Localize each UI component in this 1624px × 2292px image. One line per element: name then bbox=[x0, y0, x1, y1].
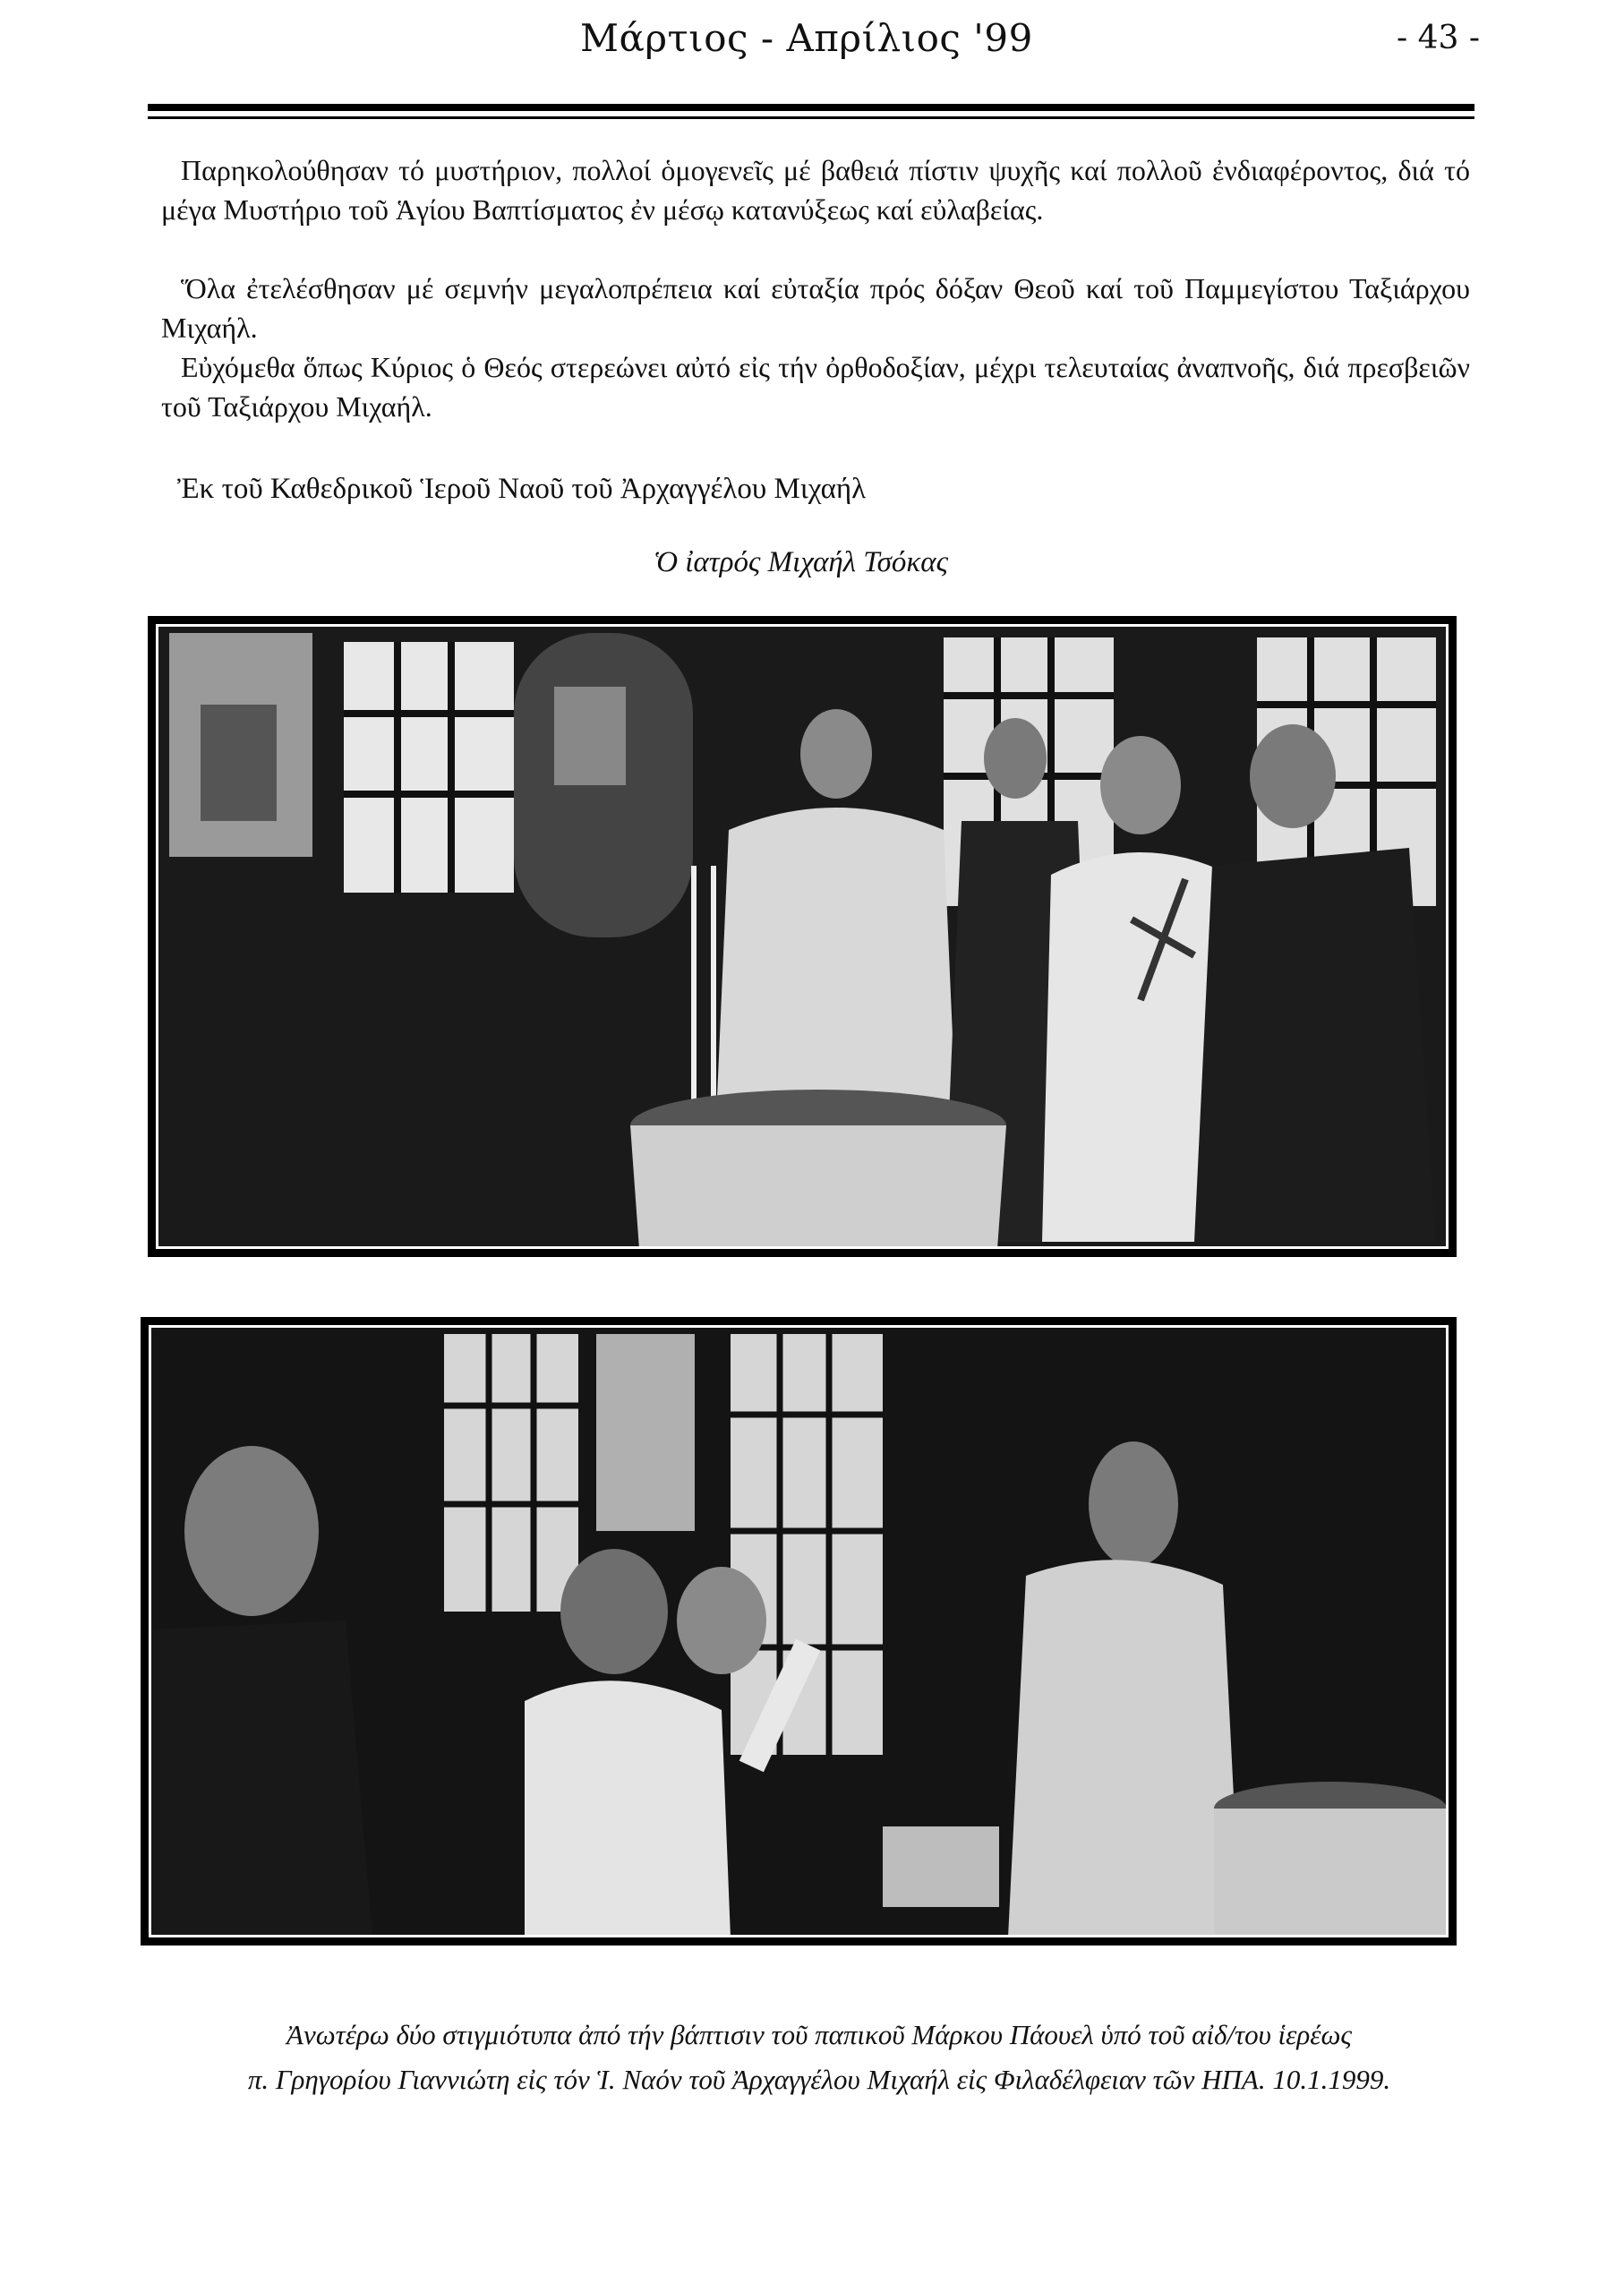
photo-caption-line-1: Ἀνωτέρω δύο στιγμιότυπα ἀπό τήν βάπτισιν τοῦ παπικοῦ Μάρκου Πάουελ ὑπό τοῦ αἰδ/του ἱερέως bbox=[286, 2019, 1352, 2050]
man-left-head bbox=[184, 1446, 319, 1616]
paragraph-text: Παρηκολούθησαν τό μυστήριον, πολλοί ὁμογενεῖς μέ βαθειά πίστιν ψυχῆς καί πολλοῦ ἐνδιαφέροντος, διά τό μέγα Μυστήριο τοῦ Ἁγίου Βαπτίσματος ἐν μέσῳ κατανύξεως καί εὐλαβείας. bbox=[161, 154, 1470, 226]
header-rule-thin bbox=[148, 116, 1474, 119]
photo-2-illustration bbox=[149, 1325, 1449, 1937]
icon-frame bbox=[201, 705, 277, 821]
gift-box bbox=[883, 1826, 999, 1907]
window-left bbox=[444, 1334, 578, 1612]
source-line: Ἐκ τοῦ Καθεδρικοῦ Ἱεροῦ Ναοῦ τοῦ Ἀρχαγγέλου Μιχαήλ bbox=[177, 473, 867, 505]
saint-icon bbox=[554, 687, 626, 785]
baptism-photo-1 bbox=[148, 616, 1457, 1257]
man-right-head bbox=[1250, 724, 1336, 828]
photo-caption-line-2: π. Γρηγορίου Γιαννιώτη εἰς τόν Ἱ. Ναόν τοῦ Ἀρχαγγέλου Μιχαήλ εἰς Φιλαδέλφειαν τῶν ΗΠΑ. 10.1.1999. bbox=[247, 2064, 1391, 2095]
priest-head bbox=[1089, 1441, 1178, 1567]
header-rule-thick bbox=[148, 104, 1474, 111]
priest-head bbox=[800, 709, 872, 799]
man-head bbox=[984, 718, 1047, 799]
window-center bbox=[731, 1334, 883, 1755]
godmother-head bbox=[560, 1549, 668, 1674]
paragraph-text: Εὐχόμεθα ὅπως Κύριος ὁ Θεός στερεώνει αὐτό εἰς τήν ὀρθοδοξίαν, μέχρι τελευταίας ἀναπνοῆς, διά πρεσβειῶν τοῦ Ταξιάρχου Μιχαήλ. bbox=[161, 351, 1470, 423]
paragraph-text: Ὅλα ἐτελέσθησαν μέ σεμνήν μεγαλοπρέπεια καί εὐταξία πρός δόξαν Θεοῦ καί τοῦ Παμμεγίστου Ταξιάρχου Μιχαήλ. bbox=[161, 272, 1470, 344]
godfather-head bbox=[677, 1567, 766, 1674]
baptismal-font bbox=[1214, 1809, 1447, 1937]
window-pane bbox=[344, 642, 514, 893]
baptismal-font bbox=[630, 1125, 1006, 1249]
author-signature: Ὁ ἰατρός Μιχαήλ Τσόκας bbox=[654, 546, 948, 578]
godparent-head bbox=[1100, 736, 1181, 834]
article-paragraph bbox=[161, 269, 1470, 347]
article-paragraph bbox=[161, 150, 1470, 229]
priest-vestment bbox=[1008, 1560, 1241, 1937]
page-number: - 43 - bbox=[1397, 20, 1481, 56]
candle-icon bbox=[691, 866, 697, 1108]
article-paragraph bbox=[161, 347, 1470, 426]
baptism-photo-2 bbox=[141, 1317, 1457, 1946]
header-title: Μάρτιος - Απρίλιος '99 bbox=[580, 16, 1033, 60]
photo-1-illustration bbox=[156, 624, 1449, 1249]
godmother-robe bbox=[525, 1681, 731, 1937]
man-right-suit bbox=[1194, 848, 1436, 1242]
candle-icon bbox=[711, 866, 716, 1108]
man-left-suit bbox=[149, 1621, 372, 1937]
wall-sconce-panel bbox=[596, 1334, 695, 1531]
window-left bbox=[344, 642, 514, 893]
